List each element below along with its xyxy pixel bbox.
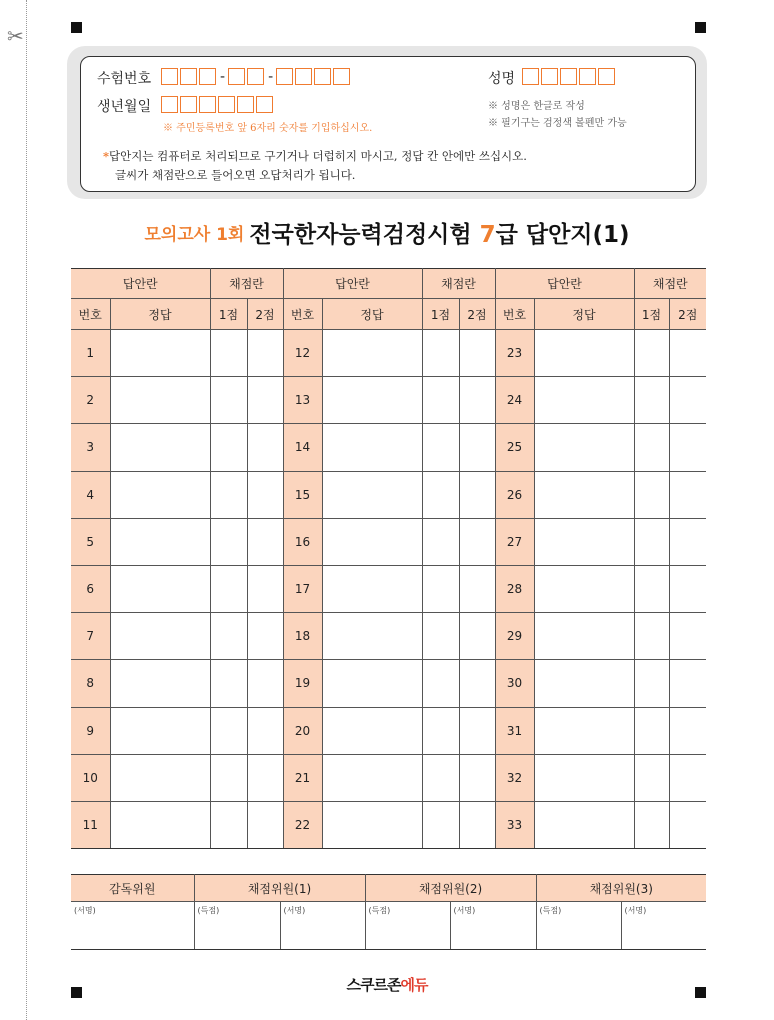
col-score-2: 2점 [669,299,706,330]
answer-cell[interactable] [534,330,634,377]
grader-3-header: 채점위원(3) [536,875,706,902]
grader-2-score-cell[interactable]: (득점) [365,902,450,950]
question-number: 22 [283,801,322,848]
name-field[interactable] [522,68,617,85]
answer-row [71,471,706,518]
score-2-cell [669,660,706,707]
score-1-cell [634,754,669,801]
score-1-cell [422,330,459,377]
question-number: 27 [495,518,534,565]
question-number: 8 [71,660,110,707]
digit-box[interactable] [256,96,273,113]
score-2-cell [669,518,706,565]
instruction-line-2: 글씨가 채점란으로 들어오면 오답처리가 됩니다. [115,168,356,182]
col-score-1: 1점 [634,299,669,330]
score-2-cell [459,613,495,660]
name-note: ※ 성명은 한글로 작성 [488,101,585,112]
char-box[interactable] [522,68,539,85]
score-2-cell [459,754,495,801]
question-number: 15 [283,471,322,518]
grader-1-score-cell[interactable]: (득점) [194,902,280,950]
score-1-cell [634,801,669,848]
digit-box[interactable] [228,68,245,85]
score-2-cell [247,801,283,848]
digit-box[interactable] [314,68,331,85]
registration-mark-top-right [695,22,706,33]
score-2-cell [459,424,495,471]
col-answer: 정답 [110,299,210,330]
question-number: 14 [283,424,322,471]
col-answer: 정답 [322,299,422,330]
answer-cell[interactable] [534,471,634,518]
brand-logo [0,974,774,995]
question-number: 24 [495,377,534,424]
answer-cell[interactable] [110,754,210,801]
answer-row [71,565,706,612]
digit-box[interactable] [180,96,197,113]
score-group-header: 채점란 [210,269,283,299]
birth-date-note: ※ 주민등록번호 앞 6자리 숫자를 기입하십시오. [163,123,373,134]
question-number: 7 [71,613,110,660]
supervisor-header: 감독위원 [71,875,194,902]
question-number: 17 [283,565,322,612]
answer-row [71,424,706,471]
answer-cell[interactable] [322,330,422,377]
score-2-cell [669,377,706,424]
answer-cell[interactable] [322,707,422,754]
score-1-cell [634,613,669,660]
mock-test-label: 모의고사 1회 [144,225,245,245]
score-2-cell [459,471,495,518]
answer-group-header: 답안란 [283,269,422,299]
cut-line [26,0,27,1020]
score-1-cell [634,518,669,565]
answer-cell[interactable] [110,565,210,612]
answer-cell[interactable] [322,660,422,707]
question-number: 4 [71,471,110,518]
scissors-icon: ✂ [7,24,24,48]
score-2-cell [459,707,495,754]
answer-cell[interactable] [110,518,210,565]
answer-cell[interactable] [534,518,634,565]
score-1-cell [422,377,459,424]
answer-cell[interactable] [534,377,634,424]
grader-3-sign-cell[interactable]: (서명) [621,902,706,950]
score-1-cell [210,330,247,377]
score-1-cell [422,565,459,612]
grader-3-score-cell[interactable]: (득점) [536,902,621,950]
score-1-cell [210,707,247,754]
answer-cell[interactable] [322,518,422,565]
grader-1-header: 채점위원(1) [194,875,365,902]
answer-cell[interactable] [322,801,422,848]
question-number: 31 [495,707,534,754]
score-1-cell [210,471,247,518]
title-main [249,222,629,248]
score-group-header: 채점란 [634,269,706,299]
digit-box[interactable] [180,68,197,85]
digit-box[interactable] [247,68,264,85]
question-number: 9 [71,707,110,754]
title-grade: 7 [479,222,496,248]
exam-number-dash: - [268,68,274,85]
title-text: 전국한자능력검정시험 [249,222,480,248]
col-score-1: 1점 [210,299,247,330]
score-1-cell [634,377,669,424]
score-1-cell [422,660,459,707]
answer-row [71,330,706,377]
question-number: 19 [283,660,322,707]
grader-2-header: 채점위원(2) [365,875,536,902]
score-2-cell [459,518,495,565]
page-title [0,216,774,249]
answer-cell[interactable] [110,330,210,377]
col-number: 번호 [283,299,322,330]
score-2-cell [459,801,495,848]
score-2-cell [247,424,283,471]
col-score-2: 2점 [247,299,283,330]
score-1-cell [210,660,247,707]
digit-box[interactable] [237,96,254,113]
score-1-cell [210,518,247,565]
col-score-2: 2점 [459,299,495,330]
answer-row [71,377,706,424]
answer-cell[interactable] [110,377,210,424]
answer-group-header: 답안란 [71,269,210,299]
answer-cell[interactable] [322,754,422,801]
question-number: 16 [283,518,322,565]
digit-box[interactable] [199,96,216,113]
score-1-cell [422,801,459,848]
digit-box[interactable] [295,68,312,85]
score-1-cell [422,613,459,660]
score-1-cell [422,518,459,565]
score-1-cell [634,565,669,612]
question-number: 23 [495,330,534,377]
answer-row [71,707,706,754]
score-2-cell [459,330,495,377]
score-1-cell [634,660,669,707]
question-number: 25 [495,424,534,471]
score-2-cell [669,565,706,612]
answer-cell[interactable] [110,424,210,471]
answer-row [71,660,706,707]
char-box[interactable] [598,68,615,85]
char-box[interactable] [541,68,558,85]
instruction-line-1 [103,148,527,164]
name-label: 성명 [488,71,516,87]
question-number: 6 [71,565,110,612]
question-number: 32 [495,754,534,801]
birth-date-field[interactable] [161,96,275,113]
char-box[interactable] [560,68,577,85]
answer-cell[interactable] [322,424,422,471]
answer-cell[interactable] [322,565,422,612]
answer-row [71,801,706,848]
score-1-cell [210,424,247,471]
score-2-cell [669,613,706,660]
answer-cell[interactable] [534,707,634,754]
score-2-cell [247,707,283,754]
answer-cell[interactable] [534,565,634,612]
answer-rows [71,330,706,849]
answer-cell[interactable] [534,754,634,801]
score-1-cell [422,424,459,471]
supervisor-sign-cell[interactable]: (서명) [71,902,194,950]
score-2-cell [247,377,283,424]
exam-number-dash: - [220,68,226,85]
score-1-cell [634,424,669,471]
score-2-cell [247,660,283,707]
score-2-cell [247,471,283,518]
pen-note: ※ 필기구는 검정색 볼펜만 가능 [488,118,627,129]
question-number: 20 [283,707,322,754]
score-1-cell [634,330,669,377]
char-box[interactable] [579,68,596,85]
answer-cell[interactable] [110,660,210,707]
digit-box[interactable] [333,68,350,85]
answer-row [71,754,706,801]
score-1-cell [422,707,459,754]
question-number: 5 [71,518,110,565]
col-score-1: 1점 [422,299,459,330]
question-number: 26 [495,471,534,518]
question-number: 2 [71,377,110,424]
answer-cell[interactable] [534,660,634,707]
score-1-cell [210,754,247,801]
score-1-cell [210,801,247,848]
score-2-cell [247,330,283,377]
score-2-cell [247,613,283,660]
score-2-cell [669,754,706,801]
signature-table [71,874,706,950]
birth-date-label: 생년월일 [97,99,152,115]
score-2-cell [669,330,706,377]
score-1-cell [634,471,669,518]
digit-box[interactable] [199,68,216,85]
instruction-text-1: 답안지는 컴퓨터로 처리되므로 구기거나 더럽히지 마시고, 정답 칸 안에만 쓰십시오. [109,149,527,163]
question-number: 10 [71,754,110,801]
answer-cell[interactable] [110,613,210,660]
col-number: 번호 [71,299,110,330]
title-suffix: 급 답안지(1) [495,222,630,248]
score-1-cell [422,754,459,801]
score-2-cell [669,424,706,471]
digit-box[interactable] [218,96,235,113]
exam-number-field[interactable] [161,68,352,85]
score-2-cell [247,754,283,801]
answer-cell[interactable] [322,471,422,518]
question-number: 29 [495,613,534,660]
col-answer: 정답 [534,299,634,330]
brand-suffix: 에듀 [400,976,428,994]
question-number: 11 [71,801,110,848]
answer-group-header: 답안란 [495,269,634,299]
score-2-cell [669,801,706,848]
answer-table [71,268,706,849]
score-2-cell [459,377,495,424]
digit-box[interactable] [161,68,178,85]
answer-cell[interactable] [534,613,634,660]
digit-box[interactable] [276,68,293,85]
question-number: 13 [283,377,322,424]
score-1-cell [210,565,247,612]
grader-1-sign-cell[interactable]: (서명) [280,902,365,950]
asterisk-mark: * [103,149,110,163]
score-2-cell [669,471,706,518]
question-number: 3 [71,424,110,471]
brand-name: 스쿠르존 [346,976,401,994]
digit-box[interactable] [161,96,178,113]
score-1-cell [210,377,247,424]
question-number: 1 [71,330,110,377]
exam-number-label: 수험번호 [97,71,152,87]
score-2-cell [247,565,283,612]
answer-cell[interactable] [322,377,422,424]
registration-mark-top-left [71,22,82,33]
score-group-header: 채점란 [422,269,495,299]
answer-cell[interactable] [534,801,634,848]
score-2-cell [247,518,283,565]
score-1-cell [210,613,247,660]
answer-cell[interactable] [322,613,422,660]
answer-cell[interactable] [110,801,210,848]
score-1-cell [422,471,459,518]
grader-2-sign-cell[interactable]: (서명) [450,902,536,950]
answer-cell[interactable] [110,707,210,754]
question-number: 21 [283,754,322,801]
score-2-cell [459,660,495,707]
col-number: 번호 [495,299,534,330]
answer-row [71,613,706,660]
answer-cell[interactable] [534,424,634,471]
score-2-cell [669,707,706,754]
score-1-cell [634,707,669,754]
question-number: 28 [495,565,534,612]
question-number: 30 [495,660,534,707]
question-number: 33 [495,801,534,848]
answer-cell[interactable] [110,471,210,518]
question-number: 12 [283,330,322,377]
question-number: 18 [283,613,322,660]
answer-row [71,518,706,565]
score-2-cell [459,565,495,612]
